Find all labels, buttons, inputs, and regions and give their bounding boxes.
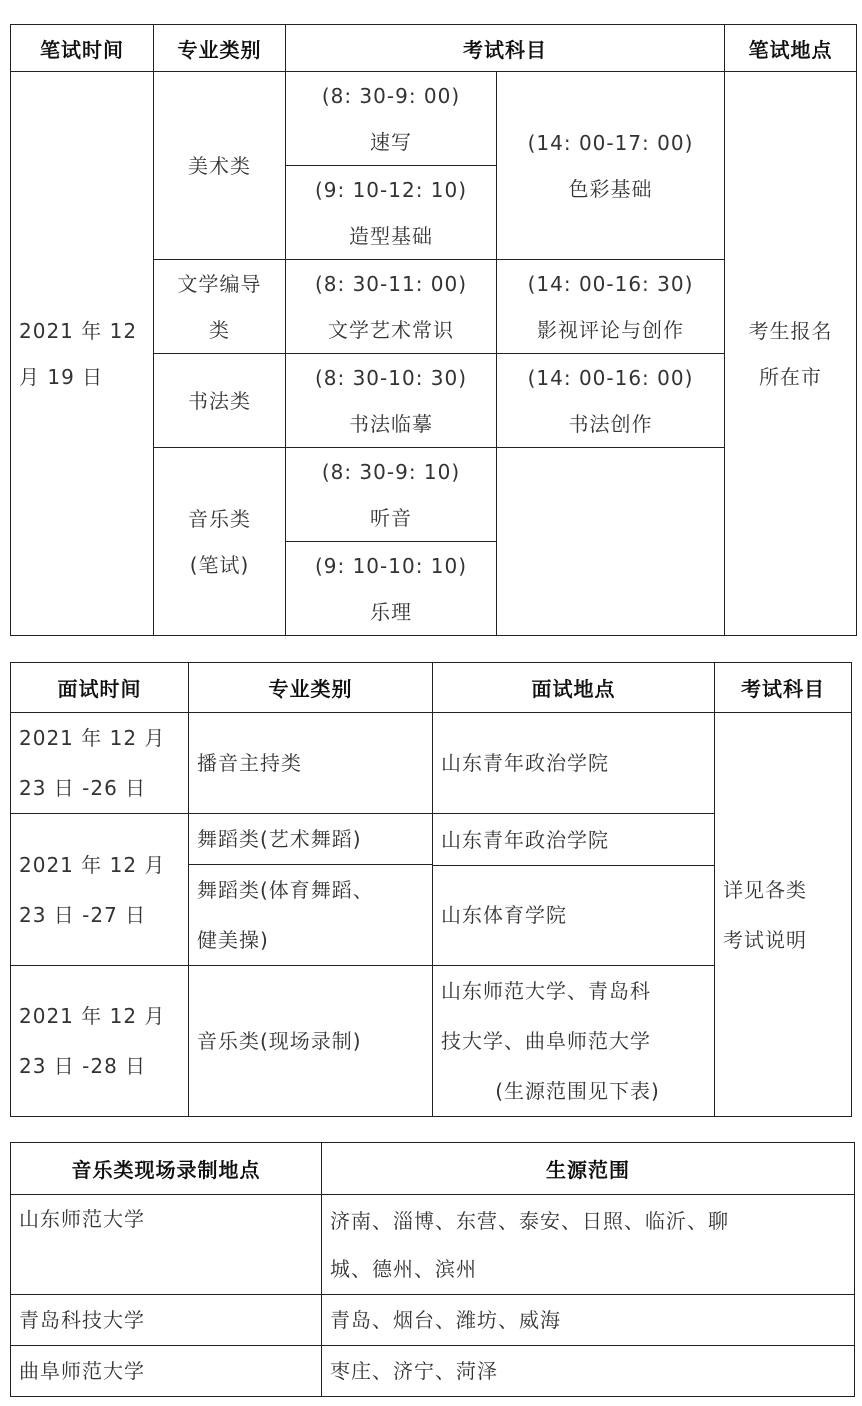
recording-scope-1-line1: 济南、淄博、东营、泰安、日照、临沂、聊: [330, 1208, 729, 1233]
music-m1-time: (8: 30-9: 10): [321, 459, 461, 484]
lit-morning: [286, 260, 497, 354]
music-interview-date: [11, 966, 189, 1117]
calli-m-time: (8: 30-10: 30): [314, 365, 468, 390]
interview-table: [10, 662, 852, 1117]
header-interview-category: 专业类别: [189, 663, 433, 713]
music-category-line2: (笔试): [189, 552, 250, 577]
dance-category-cell: [189, 814, 433, 966]
music-afternoon-empty: [497, 448, 725, 636]
calli-afternoon: [497, 354, 725, 448]
header-written-time: 笔试时间: [11, 25, 154, 72]
dance-location-cell: [433, 814, 715, 966]
music-m2-name: 乐理: [370, 599, 412, 624]
recording-scope-2: 青岛、烟台、潍坊、威海: [322, 1295, 855, 1346]
interview-subject-line2: 考试说明: [723, 927, 807, 952]
written-location-line2: 所在市: [759, 364, 822, 389]
interview-subject-cell: [715, 713, 852, 1117]
lit-category-line1: 文学编导: [177, 271, 262, 296]
calli-category: 书法类: [154, 354, 286, 448]
dance-location-2: 山东体育学院: [441, 903, 567, 927]
lit-a-name: 影视评论与创作: [537, 317, 684, 342]
recording-place-1: 山东师范大学: [11, 1195, 322, 1295]
broadcast-location: 山东青年政治学院: [433, 713, 715, 814]
calli-m-name: 书法临摹: [349, 411, 433, 436]
music-interview-date-line1: 2021 年 12 月: [19, 1004, 166, 1028]
music-category-line1: 音乐类: [188, 506, 251, 531]
interview-subject-line1: 详见各类: [723, 877, 807, 902]
dance-category-2: [189, 865, 432, 966]
music-interview-location-note: (生源范围见下表): [495, 1079, 660, 1103]
dance-date: [11, 814, 189, 966]
lit-m-name: 文学艺术常识: [328, 317, 454, 342]
header-recording-scope: 生源范围: [322, 1143, 855, 1195]
music-interview-location: [433, 966, 715, 1117]
music-interview-location-line1: 山东师范大学、青岛科: [441, 979, 651, 1003]
music-interview-date-line2: 23 日 -28 日: [19, 1054, 147, 1078]
written-date-cell: [11, 72, 154, 636]
written-date-line1: 2021 年 12: [19, 318, 138, 343]
recording-table: [10, 1142, 855, 1397]
music-written-category: [154, 448, 286, 636]
lit-a-time: (14: 00-16: 30): [527, 271, 694, 296]
table-row: [11, 1195, 855, 1295]
recording-place-2: 青岛科技大学: [11, 1295, 322, 1346]
lit-category-line2: 类: [209, 317, 230, 342]
table-row: [11, 1295, 855, 1346]
header-written-category: 专业类别: [154, 25, 286, 72]
recording-scope-1: [322, 1195, 855, 1295]
header-interview-location: 面试地点: [433, 663, 715, 713]
art-m1-time: (8: 30-9: 00): [321, 83, 461, 108]
art-morning-2: [286, 166, 497, 260]
written-date-line2: 月 19 日: [19, 364, 104, 389]
recording-scope-1-line2: 城、德州、滨州: [330, 1256, 477, 1281]
art-afternoon: [497, 72, 725, 260]
recording-place-3: 曲阜师范大学: [11, 1346, 322, 1397]
music-m1-name: 听音: [370, 505, 412, 530]
header-interview-time: 面试时间: [11, 663, 189, 713]
art-category: 美术类: [154, 72, 286, 260]
lit-afternoon: [497, 260, 725, 354]
art-m2-name: 造型基础: [349, 223, 433, 248]
music-morning-1: [286, 448, 497, 542]
table-row: [11, 1346, 855, 1397]
art-morning-1: [286, 72, 497, 166]
calli-a-time: (14: 00-16: 00): [527, 365, 694, 390]
broadcast-date-line1: 2021 年 12 月: [19, 726, 166, 750]
recording-scope-3: 枣庄、济宁、菏泽: [322, 1346, 855, 1397]
written-location-line1: 考生报名: [748, 318, 833, 343]
music-m2-time: (9: 10-10: 10): [314, 553, 468, 578]
lit-m-time: (8: 30-11: 00): [314, 271, 468, 296]
written-exam-table: [10, 24, 857, 636]
written-location-cell: [725, 72, 857, 636]
art-m2-time: (9: 10-12: 10): [314, 177, 468, 202]
art-a-time: (14: 00-17: 00): [527, 130, 694, 155]
calli-a-name: 书法创作: [568, 411, 653, 436]
music-interview-category: 音乐类(现场录制): [189, 966, 433, 1117]
dance-category-2-line2: 健美操): [197, 928, 269, 952]
broadcast-date-line2: 23 日 -26 日: [19, 776, 147, 800]
dance-date-line2: 23 日 -27 日: [19, 902, 147, 927]
header-written-location: 笔试地点: [725, 25, 857, 72]
music-interview-location-line2: 技大学、曲阜师范大学: [441, 1029, 651, 1053]
header-interview-subject: 考试科目: [715, 663, 852, 713]
dance-location-1: 山东青年政治学院: [433, 815, 714, 866]
art-m1-name: 速写: [370, 129, 412, 154]
calli-morning: [286, 354, 497, 448]
broadcast-date: [11, 713, 189, 814]
dance-date-line1: 2021 年 12 月: [19, 852, 166, 877]
header-recording-place: 音乐类现场录制地点: [11, 1143, 322, 1195]
lit-category: [154, 260, 286, 354]
art-a-name: 色彩基础: [568, 176, 653, 201]
music-morning-2: [286, 542, 497, 636]
dance-category-2-line1: 舞蹈类(体育舞蹈、: [197, 878, 374, 902]
broadcast-category: 播音主持类: [189, 713, 433, 814]
dance-category-1: 舞蹈类(艺术舞蹈): [189, 814, 432, 865]
header-written-subject: 考试科目: [286, 25, 725, 72]
